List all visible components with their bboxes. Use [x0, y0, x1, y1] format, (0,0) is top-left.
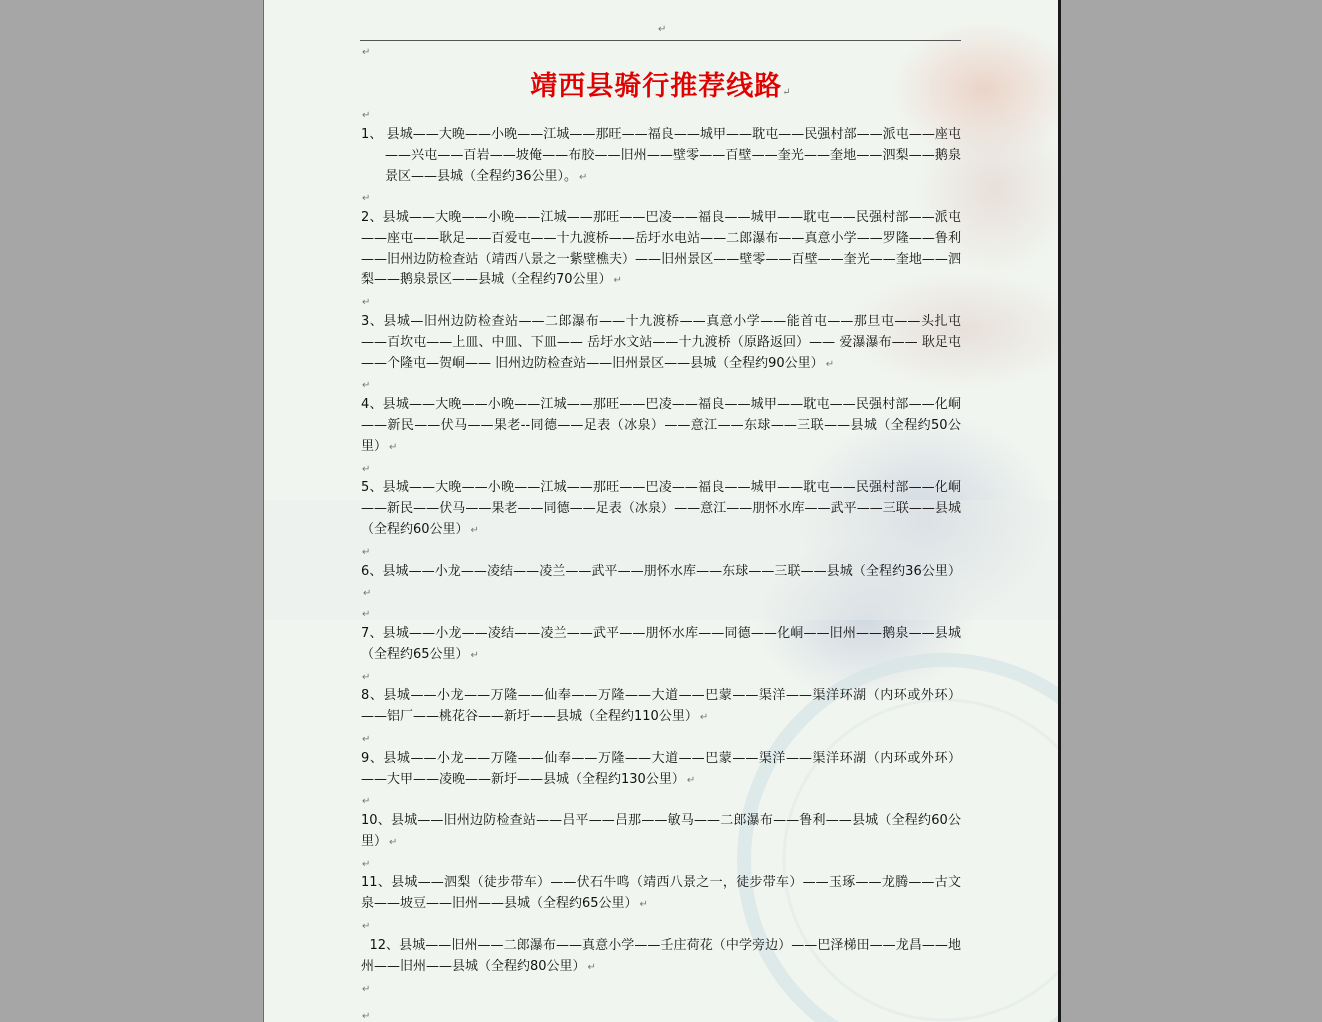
empty-paragraph-mark: ↵: [362, 984, 371, 995]
route-item-11: 11、县城——泗梨（徒步带车）——伏石牛鸣（靖西八景之一，徒步带车）——玉琢——龙腾——古文泉——坡豆——旧州——县城（全程约65公里） ↵: [361, 875, 961, 911]
empty-paragraph-mark: ↵: [362, 464, 371, 475]
empty-paragraph-mark: ↵: [362, 547, 371, 558]
empty-paragraph-mark: ↵: [362, 609, 371, 620]
empty-paragraph-mark: ↵: [362, 859, 371, 870]
empty-paragraph-mark: ↵: [362, 734, 371, 745]
empty-paragraph-mark: ↵: [362, 921, 371, 932]
document-title: 靖西县骑行推荐线路↵: [530, 71, 791, 102]
route-item-4: 4、县城——大晚——小晚——江城——那旺——巴凌——福良——城甲——耽屯——民强村部——化峒——新民——伏马——果老--同德——足表（冰泉）——意江——东球——三联——县城（全程约50公里） ↵: [361, 397, 961, 454]
route-item-9: 9、县城——小龙——万隆——仙奉——万隆——大道——巴蒙——渠洋——渠洋环湖（内环或外环）——大甲——凌晚——新圩——县城（全程约130公里） ↵: [361, 751, 961, 787]
empty-paragraph-mark: ↵: [362, 380, 371, 391]
route-item-8: 8、县城——小龙——万隆——仙奉——万隆——大道——巴蒙——渠洋——渠洋环湖（内环或外环）——铝厂——桃花谷——新圩——县城（全程约110公里） ↵: [361, 688, 961, 724]
empty-paragraph-mark: ↵: [362, 110, 371, 121]
route-item-7: 7、县城——小龙——凌结——凌兰——武平——朋怀水库——同德——化峒——旧州——鹅泉——县城（全程约65公里） ↵: [361, 626, 961, 662]
empty-paragraph-mark: ↵: [362, 193, 371, 204]
page-right-shadow: [1058, 0, 1061, 1022]
empty-paragraph-mark: ↵: [362, 47, 371, 58]
empty-paragraph-mark: ↵: [362, 796, 371, 807]
route-item-3: 3、县城—旧州边防检查站——二郎瀑布——十九渡桥——真意小学——能首屯——那旦屯——头扎屯——百坎屯——上皿、中皿、下皿—— 岳圩水文站——十九渡桥（原路返回）—— 爱瀑瀑布—— 耿足屯——个隆屯—贺峒—— 旧州边防检查站——旧州景区——县城（全程约90公里） ↵: [361, 314, 961, 371]
header-paragraph-mark: ↵: [658, 24, 667, 35]
route-item-5: 5、县城——大晚——小晚——江城——那旺——巴凌——福良——城甲——耽屯——民强村部——化峒——新民——伏马——果老——同德——足表（冰泉）——意江——朋怀水库——武平——三联——县城（全程约60公里） ↵: [361, 480, 961, 537]
route-item-2: 2、县城——大晚——小晚——江城——那旺——巴凌——福良——城甲——耽屯——民强村部——派屯——座屯——耿足——百爱屯——十九渡桥——岳圩水电站——二郎瀑布——真意小学——罗隆——鲁利——旧州边防检查站（靖西八景之一紫壁樵夫）——旧州景区——壁零——百壁——奎光——奎地——泗梨——鹅泉景区——县城（全程约70公里） ↵: [361, 210, 961, 288]
header-rule: [360, 40, 961, 41]
empty-paragraph-mark: ↵: [362, 672, 371, 683]
route-item-6: 6、县城——小龙——凌结——凌兰——武平——朋怀水库——东球——三联——县城（全程约36公里）↵: [361, 564, 961, 599]
document-page[interactable]: [264, 0, 1058, 1022]
route-item-12: 12、县城——旧州——二郎瀑布——真意小学——壬庄荷花（中学旁边）——巴泽梯田——龙昌——地州——旧州——县城（全程约80公里） ↵: [361, 938, 962, 974]
empty-paragraph-mark: ↵: [362, 297, 371, 308]
route-item-1: 1、 县城——大晚——小晚——江城——那旺——福良——城甲——耽屯——民强村部——派屯——座屯——兴屯——百岩——坡俺——布胶——旧州——壁零——百壁——奎光——奎地——泗梨——鹅泉景区——县城（全程约36公里）。 ↵: [361, 127, 961, 184]
empty-paragraph-mark: ↵: [362, 1011, 371, 1022]
route-item-10: 10、县城——旧州边防检查站——吕平——吕那——敏马——二郎瀑布——鲁利——县城（全程约60公里） ↵: [361, 813, 961, 849]
